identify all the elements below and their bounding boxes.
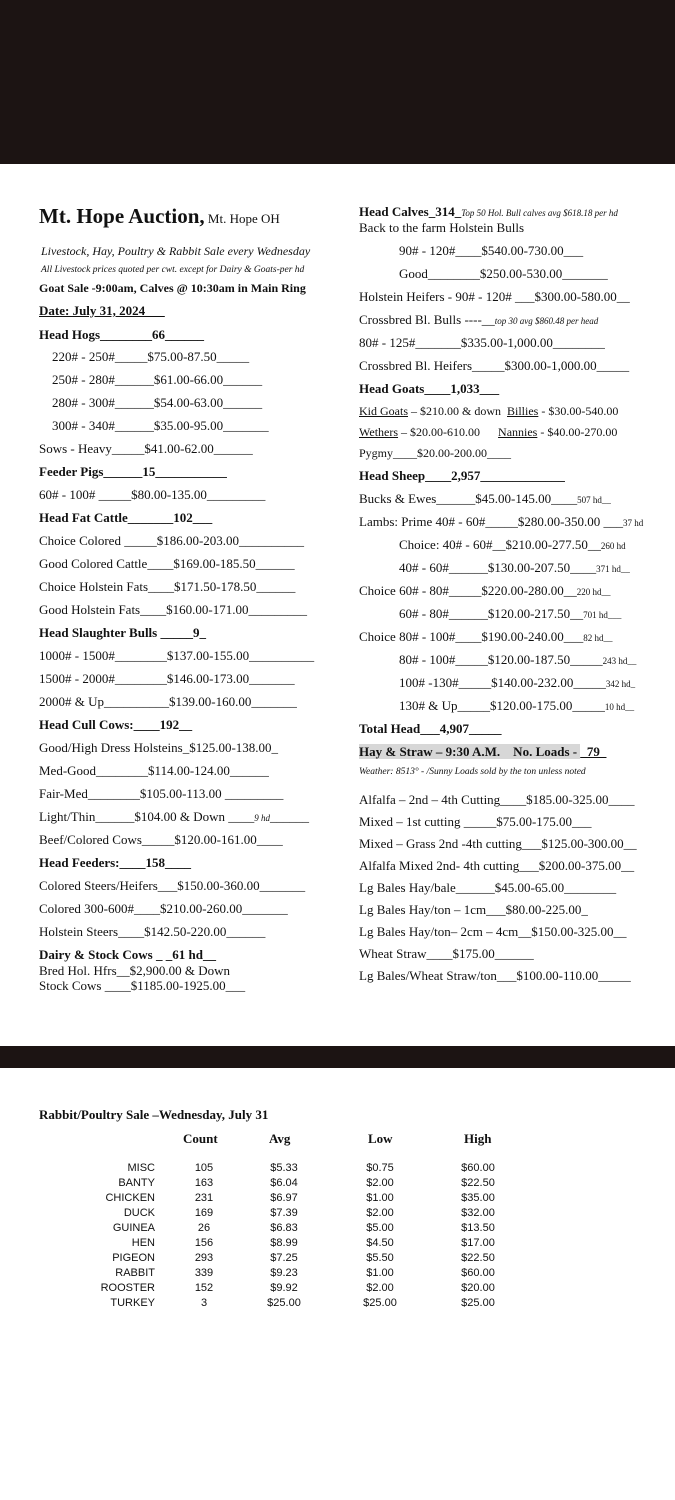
bulls-heading: Head Slaughter Bulls _____9_ [39, 625, 206, 640]
pygmy-row: Pygmy____$20.00-200.00____ [359, 446, 512, 460]
cell-high: $17.00 [461, 1237, 495, 1249]
cell-low: $1.00 [366, 1267, 394, 1279]
calves-note: Top 50 Hol. Bull calves avg $618.18 per hd [461, 208, 618, 218]
sheep-row-head-count: 342 hd_ [605, 679, 636, 689]
sheep-row [399, 606, 621, 622]
cell-name: HEN [131, 1237, 155, 1249]
fat-cattle-row: Choice Colored _____$186.00-203.00__________ [39, 533, 305, 548]
feeders-row: Holstein Steers____$142.50-220.00______ [39, 924, 266, 939]
cull-cows-row: Good/High Dress Holsteins_$125.00-138.00_ [39, 740, 279, 755]
sheep-row-text: 130# & Up_____$120.00-175.00_____ [399, 698, 605, 713]
cell-high: $32.00 [461, 1207, 495, 1219]
hay-loads: _79_ [580, 744, 607, 759]
cull-cows-row: Fair-Med________$105.00-113.00 _________ [39, 786, 284, 801]
sheep-row-text: 100# -130#_____$140.00-232.00_____ [399, 675, 606, 690]
cell-name: CHICKEN [105, 1192, 155, 1204]
hay-row: Lg Bales Hay/ton– 2cm – 4cm__$150.00-325.00__ [359, 924, 627, 939]
hay-row: Mixed – Grass 2nd -4th cutting___$125.00-300.00__ [359, 836, 637, 851]
cell-low: $2.00 [366, 1282, 394, 1294]
kid-goats-label: Kid Goats [359, 404, 408, 418]
hay-row: Mixed – 1st cutting _____$75.00-175.00___ [359, 814, 592, 829]
dairy-row: Bred Hol. Hfrs__$2,900.00 & Down [39, 963, 231, 978]
sheep-row [359, 514, 643, 530]
cell-avg: $5.33 [270, 1162, 298, 1174]
sheep-row-text: 80# - 100#_____$120.00-187.50_____ [399, 652, 603, 667]
goats-row [359, 425, 617, 440]
cell-name: TURKEY [110, 1297, 155, 1309]
cell-low: $4.50 [366, 1237, 394, 1249]
cell-low: $1.00 [366, 1192, 394, 1204]
billies-label: Billies [507, 404, 539, 418]
cull-cows-row: Med-Good________$114.00-124.00______ [39, 763, 269, 778]
cell-avg: $7.39 [270, 1207, 298, 1219]
holstein-heifers-row: Holstein Heifers - 90# - 120# ___$300.00-580.00__ [359, 289, 630, 304]
cell-avg: $9.23 [270, 1267, 298, 1279]
cell-high: $25.00 [461, 1297, 495, 1309]
cell-high: $35.00 [461, 1192, 495, 1204]
sows-row: Sows - Heavy_____$41.00-62.00______ [39, 441, 253, 456]
cell-high: $60.00 [461, 1162, 495, 1174]
hogs-row: 300# - 340#______$35.00-95.00_______ [52, 418, 269, 433]
cell-high: $20.00 [461, 1282, 495, 1294]
feeder-pigs-heading: Feeder Pigs______15___________ [39, 464, 227, 479]
cell-low: $5.50 [366, 1252, 394, 1264]
hogs-heading: Head Hogs________66______ [39, 327, 205, 342]
sheep-row [399, 698, 634, 714]
hogs-row: 250# - 280#______$61.00-66.00______ [52, 372, 263, 387]
crossbred-bulls-note: top 30 avg $860.48 per head [494, 316, 599, 326]
dairy-row: Stock Cows ____$1185.00-1925.00___ [39, 978, 246, 993]
sheep-row-head-count: 82 hd__ [583, 633, 613, 643]
hay-row: Alfalfa Mixed 2nd- 4th cutting___$200.00-375.00__ [359, 858, 635, 873]
cell-high: $60.00 [461, 1267, 495, 1279]
cull-cows-row: Beef/Colored Cows_____$120.00-161.00____ [39, 832, 283, 847]
crossbred-bulls-label: Crossbred Bl. Bulls ----__ [359, 312, 495, 327]
auction-title: Mt. Hope Auction, [39, 204, 205, 228]
cell-high: $22.50 [461, 1252, 495, 1264]
sale-subtitle: Livestock, Hay, Poultry & Rabbit Sale every Wednesday [41, 244, 311, 258]
cull-light-head-count: 9 hd [254, 813, 270, 823]
sheep-row-head-count: 260 hd [600, 541, 626, 551]
column-header-low: Low [368, 1131, 393, 1146]
calves-row: 90# - 120#____$540.00-730.00___ [399, 243, 584, 258]
dairy-heading: Dairy & Stock Cows _ _61 hd__ [39, 947, 216, 962]
cell-name: RABBIT [115, 1267, 155, 1279]
hay-row: Lg Bales Hay/ton – 1cm___$80.00-225.00_ [359, 902, 588, 917]
cell-high: $13.50 [461, 1222, 495, 1234]
hogs-row: 220# - 250#_____$75.00-87.50_____ [52, 349, 250, 364]
sheep-row [359, 491, 611, 507]
cell-low: $2.00 [366, 1177, 394, 1189]
calves-heading-line [359, 204, 618, 220]
sheep-row-text: Choice: 40# - 60#__$210.00-277.50__ [399, 537, 601, 552]
cell-low: $25.00 [363, 1297, 397, 1309]
sheep-row [359, 583, 610, 599]
nannies-value: - $40.00-270.00 [537, 425, 618, 439]
cell-avg: $6.97 [270, 1192, 298, 1204]
goats-heading: Head Goats____1,033___ [359, 381, 500, 396]
sheep-row-head-count: 243 hd__ [602, 656, 637, 666]
sheep-row-text: Bucks & Ewes______$45.00-145.00____ [359, 491, 578, 506]
cell-count: 163 [194, 1177, 214, 1189]
hay-row: Lg Bales Hay/bale______$45.00-65.00________ [359, 880, 617, 895]
sheep-row-text: Lambs: Prime 40# - 60#_____$280.00-350.00 ___ [359, 514, 623, 529]
cull-light-text: Light/Thin______$104.00 & Down ____ [39, 809, 255, 824]
sheep-row-head-count: 371 hd__ [596, 564, 630, 574]
wethers-label: Wethers [359, 425, 399, 439]
weather-note: Weather: 8513° - /Sunny Loads sold by the ton unless noted [359, 767, 586, 777]
hay-row: Alfalfa – 2nd – 4th Cutting____$185.00-325.00____ [359, 792, 635, 807]
sheep-row-text: Choice 80# - 100#____$190.00-240.00___ [359, 629, 584, 644]
sheep-row [399, 560, 630, 576]
kid-goats-value: – $210.00 & down [408, 404, 507, 418]
hay-row: Lg Bales/Wheat Straw/ton___$100.00-110.00_____ [359, 968, 631, 983]
calves-row: Good________$250.00-530.00_______ [399, 266, 608, 281]
cell-name: PIGEON [112, 1252, 155, 1264]
cell-name: DUCK [123, 1207, 155, 1219]
cell-low: $0.75 [366, 1162, 394, 1174]
middle-black-divider [0, 1046, 675, 1068]
crossbred-bulls-range: 80# - 125#_______$335.00-1,000.00________ [359, 335, 605, 350]
billies-value: - $30.00-540.00 [538, 404, 619, 418]
cell-avg: $6.04 [270, 1177, 298, 1189]
bulls-row: 1500# - 2000#________$146.00-173.00_______ [39, 671, 295, 686]
crossbred-bulls-line [359, 312, 598, 328]
cell-avg: $6.83 [270, 1222, 298, 1234]
feeders-row: Colored 300-600#____$210.00-260.00_______ [39, 901, 288, 916]
crossbred-heifers-row: Crossbred Bl. Heifers_____$300.00-1,000.00_____ [359, 358, 630, 373]
sheep-heading: Head Sheep____2,957_____________ [359, 468, 565, 483]
cell-count: 3 [200, 1297, 208, 1309]
cell-name: GUINEA [112, 1222, 155, 1234]
cell-count: 169 [194, 1207, 214, 1219]
cull-light-end: ______ [269, 809, 309, 824]
cull-cows-heading: Head Cull Cows:____192__ [39, 717, 193, 732]
sheep-row-head-count: 37 hd [622, 518, 644, 528]
cell-avg: $7.25 [270, 1252, 298, 1264]
column-header-avg: Avg [269, 1131, 291, 1146]
sheep-row [399, 537, 626, 553]
total-head: Total Head___4,907_____ [359, 721, 502, 736]
auction-title-line [39, 204, 280, 229]
cell-count: 152 [194, 1282, 214, 1294]
sheep-row-head-count: 507 hd__ [577, 495, 611, 505]
sheep-row-head-count: 220 hd__ [576, 587, 611, 597]
cell-name: BANTY [118, 1177, 155, 1189]
sale-date: Date: July 31, 2024___ [39, 303, 165, 318]
cell-low: $2.00 [366, 1207, 394, 1219]
sheep-row-head-count: 10 hd__ [604, 702, 635, 712]
calves-subheading: Back to the farm Holstein Bulls [359, 220, 525, 235]
goats-row [359, 404, 618, 419]
cell-low: $5.00 [366, 1222, 394, 1234]
sheep-row [359, 629, 612, 645]
cell-avg: $9.92 [270, 1282, 298, 1294]
price-note: All Livestock prices quoted per cwt. except for Dairy & Goats-per hd [41, 265, 305, 275]
hay-heading: Hay & Straw – 9:30 A.M. No. Loads - [359, 744, 581, 759]
cell-high: $22.50 [461, 1177, 495, 1189]
sheep-row-text: 60# - 80#______$120.00-217.50__ [399, 606, 584, 621]
sheep-row [399, 652, 636, 668]
cell-count: 105 [194, 1162, 214, 1174]
fat-cattle-row: Good Colored Cattle____$169.00-185.50______ [39, 556, 295, 571]
sale-schedule: Goat Sale -9:00am, Calves @ 10:30am in Main Ring [39, 281, 306, 295]
fat-cattle-heading: Head Fat Cattle_______102___ [39, 510, 213, 525]
wethers-value: – $20.00-610.00 [398, 425, 499, 439]
feeders-row: Colored Steers/Heifers___$150.00-360.00_______ [39, 878, 306, 893]
calves-heading: Head Calves_314_ [359, 204, 462, 219]
cell-count: 231 [194, 1192, 214, 1204]
sheep-row-text: Choice 60# - 80#_____$220.00-280.00__ [359, 583, 577, 598]
cell-count: 156 [194, 1237, 214, 1249]
bulls-row: 1000# - 1500#________$137.00-155.00__________ [39, 648, 315, 663]
fat-cattle-row: Choice Holstein Fats____$171.50-178.50______ [39, 579, 296, 594]
sheep-row-head-count: 701 hd___ [583, 610, 622, 620]
top-black-banner [0, 0, 675, 164]
cell-name: ROOSTER [100, 1282, 155, 1294]
nannies-label: Nannies [498, 425, 538, 439]
column-header-high: High [464, 1131, 492, 1146]
poultry-sale-title: Rabbit/Poultry Sale –Wednesday, July 31 [39, 1107, 269, 1122]
cell-count: 339 [194, 1267, 214, 1279]
feeder-pigs-row: 60# - 100# _____$80.00-135.00_________ [39, 487, 266, 502]
auction-location: Mt. Hope OH [207, 211, 280, 226]
cell-name: MISC [127, 1162, 155, 1174]
hay-heading-line [359, 744, 606, 760]
cell-count: 293 [194, 1252, 214, 1264]
feeders-heading: Head Feeders:____158____ [39, 855, 192, 870]
column-header-count: Count [183, 1131, 218, 1146]
fat-cattle-row: Good Holstein Fats____$160.00-171.00_________ [39, 602, 307, 617]
sheep-row [399, 675, 635, 691]
hay-row: Wheat Straw____$175.00______ [359, 946, 534, 961]
hogs-row: 280# - 300#______$54.00-63.00______ [52, 395, 263, 410]
sheep-row-text: 40# - 60#______$130.00-207.50____ [399, 560, 597, 575]
cell-count: 26 [197, 1222, 211, 1234]
bulls-row: 2000# & Up__________$139.00-160.00_______ [39, 694, 297, 709]
cell-avg: $8.99 [270, 1237, 298, 1249]
cull-cows-row [39, 809, 309, 825]
cell-avg: $25.00 [267, 1297, 301, 1309]
